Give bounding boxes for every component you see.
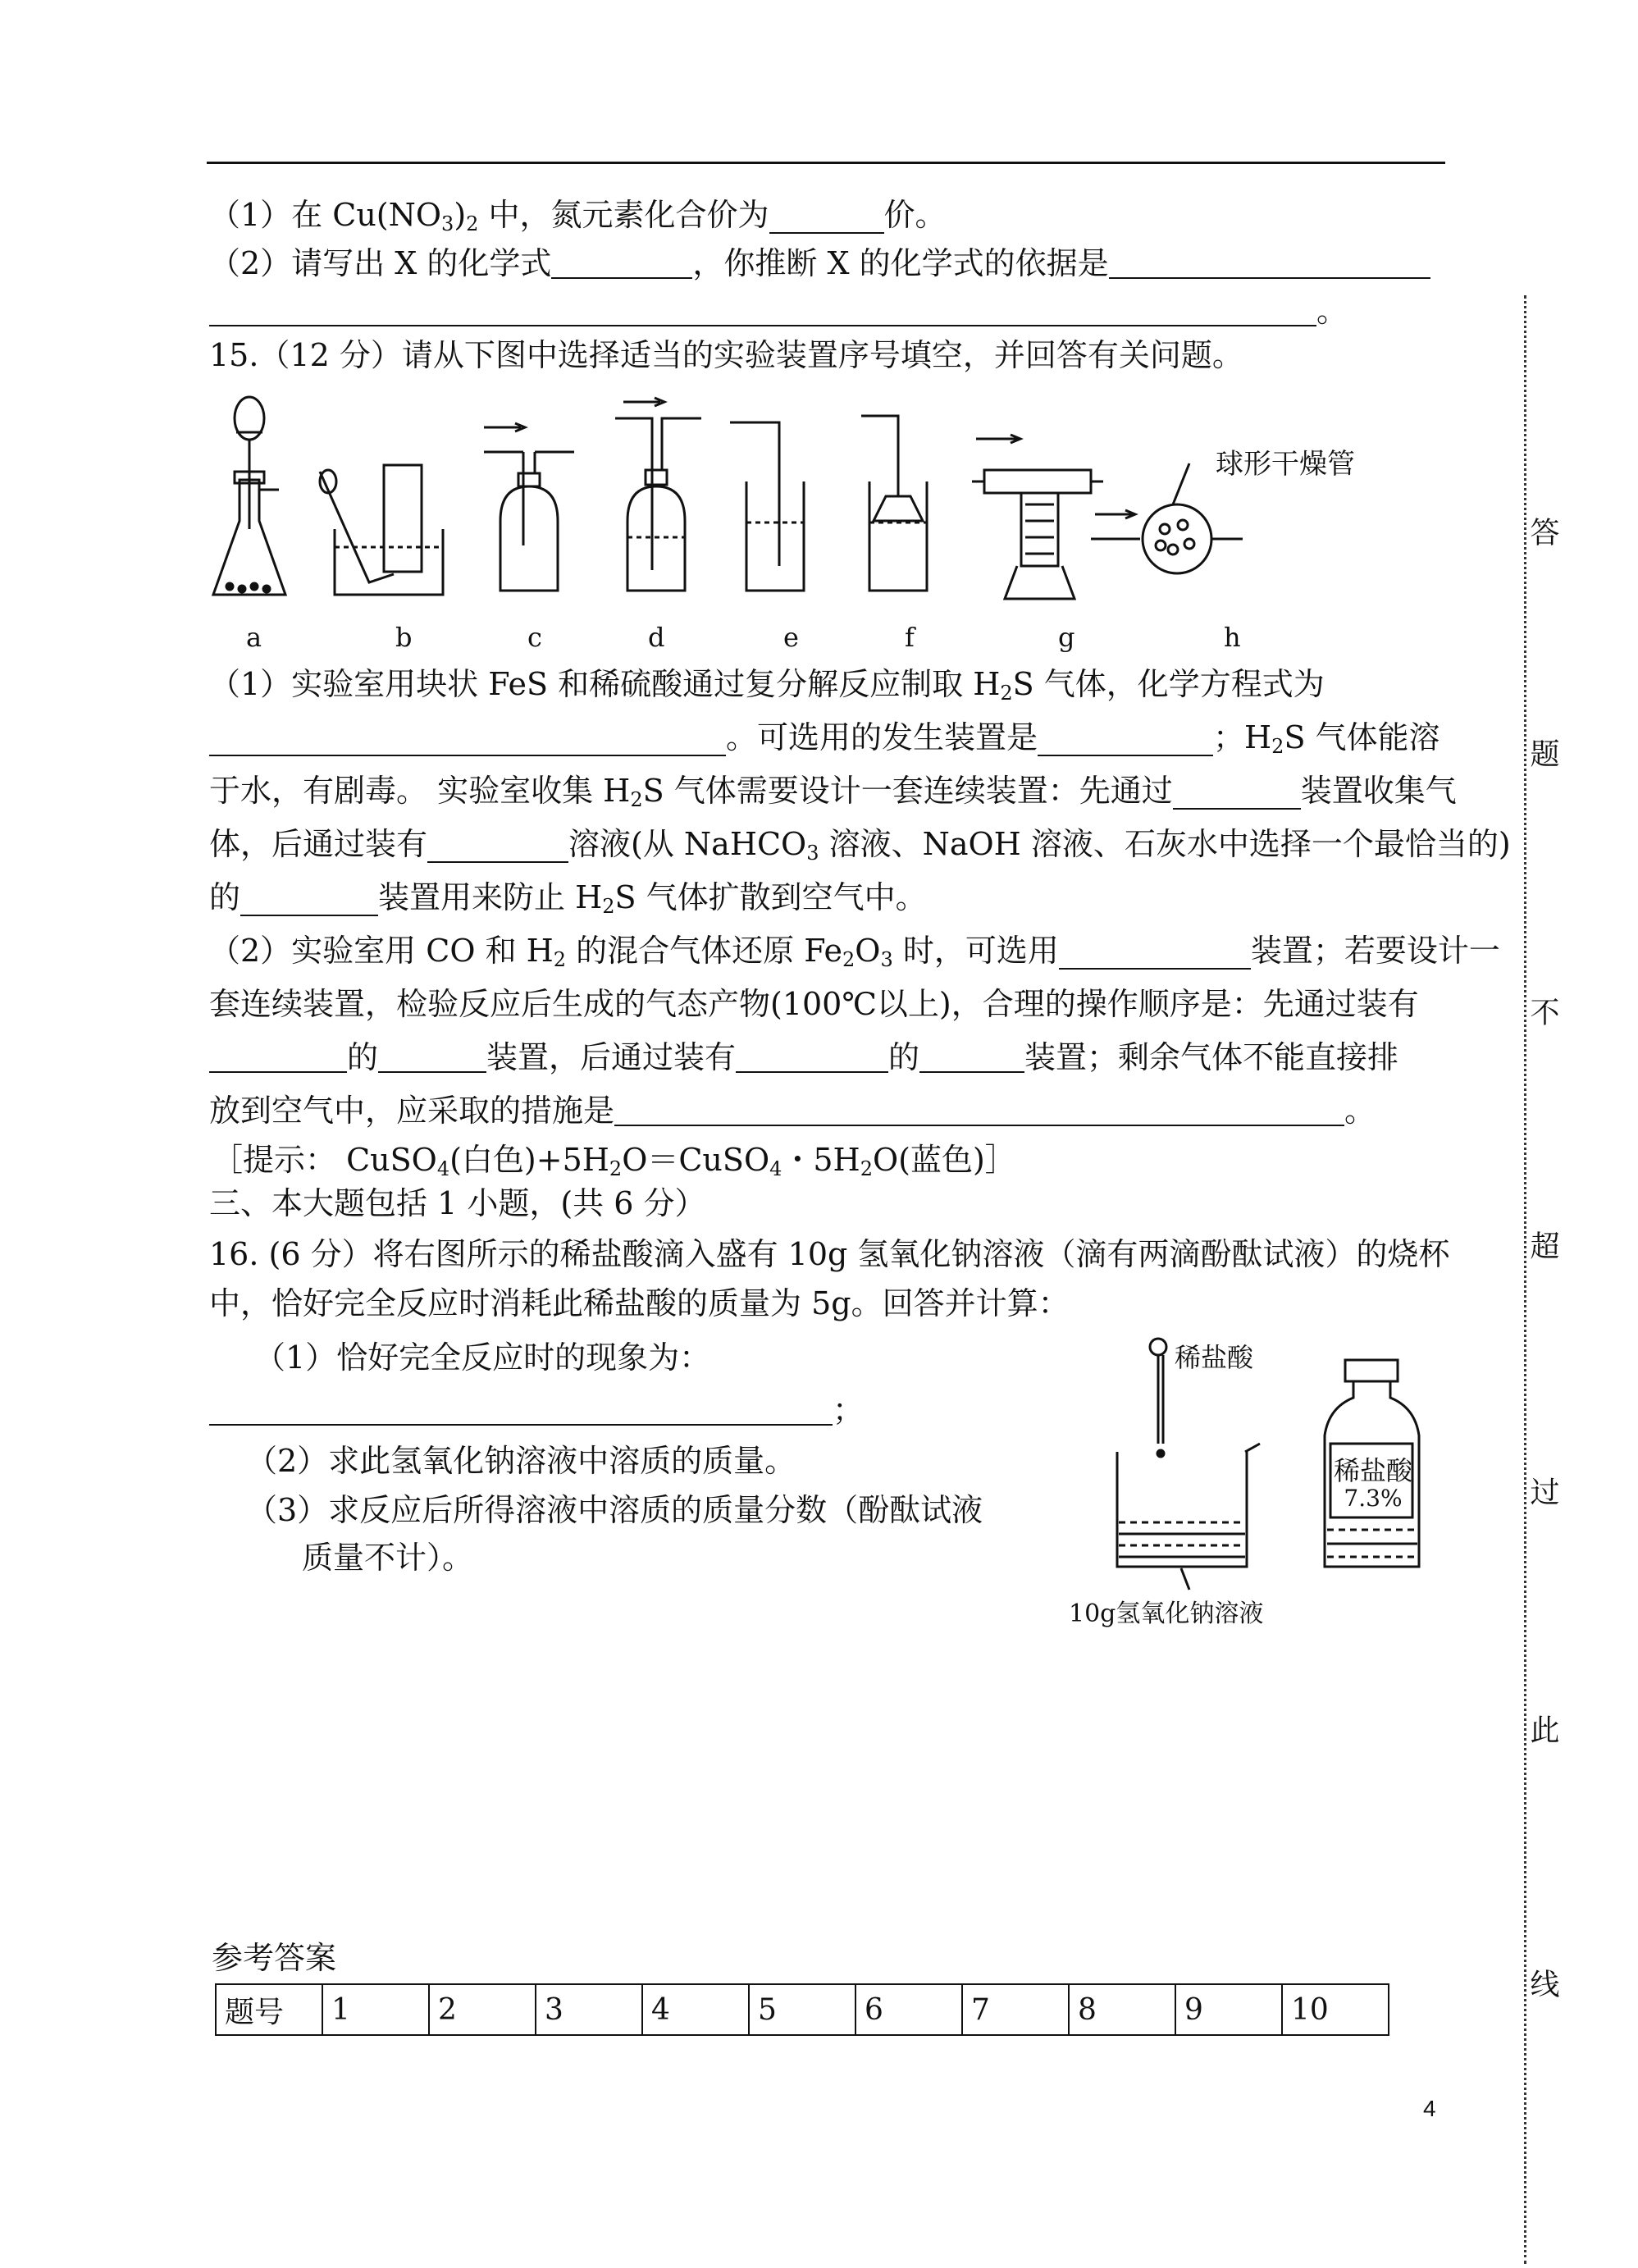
- q15-part1-line3: 于水，有剧毒。 实验室收集 $H_2S$ 气体需要设计一套连续装置：先通过 装置收集气: [209, 773, 1457, 811]
- q15-title: 15.（12 分）请从下图中选择适当的实验装置序号填空，并回答有关问题。: [209, 337, 1243, 373]
- q15-part1-line5: 的 装置用来防止 $H_2S$ 气体扩散到空气中。: [209, 879, 927, 918]
- page-number: 4: [1423, 2096, 1436, 2121]
- answer-blank[interactable]: [209, 1043, 347, 1073]
- q14-part1: （1）在 $Cu(NO_3)_2$ 中，氮元素化合价为 价。: [209, 197, 947, 235]
- dropper-label: 稀盐酸: [1175, 1342, 1254, 1373]
- table-row: [216, 1984, 1389, 2035]
- table-cell: 10: [1282, 1984, 1389, 2035]
- table-cell: 6: [856, 1984, 962, 2035]
- dropper-icon: [1150, 1339, 1166, 1457]
- q15-part1-line4: 体，后通过装有 溶液(从 NaHCO$_3$ 溶液、NaOH 溶液、石灰水中选择一个最恰当的): [209, 826, 1511, 865]
- answer-blank[interactable]: [551, 249, 692, 279]
- label-c: c: [527, 622, 542, 653]
- answer-blank[interactable]: [209, 1396, 833, 1426]
- answer-blank[interactable]: [209, 727, 726, 756]
- apparatus-b: [320, 465, 443, 595]
- answer-blank[interactable]: [1038, 727, 1213, 756]
- label-d: d: [648, 622, 665, 653]
- answer-blank[interactable]: [240, 887, 378, 916]
- q16-part1: （1）恰好完全反应时的现象为：: [254, 1339, 711, 1376]
- table-cell: 7: [962, 1984, 1069, 2035]
- apparatus-c: [484, 423, 574, 591]
- q16-line1: 16. (6 分）将右图所示的稀盐酸滴入盛有 10g 氢氧化钠溶液（滴有两滴酚酞试液）的烧杯: [209, 1236, 1450, 1272]
- bottle-label-concentration: 7.3%: [1344, 1485, 1403, 1512]
- q16-line2: 中，恰好完全反应时消耗此稀盐酸的质量为 5g。回答并计算：: [209, 1285, 1070, 1321]
- label-b: b: [395, 622, 413, 653]
- answer-blank[interactable]: [1173, 780, 1301, 810]
- label-g: g: [1058, 622, 1075, 653]
- q15-apparatus-figure: [205, 390, 1370, 652]
- side-text-char: 题: [1526, 738, 1559, 768]
- side-text-char: 此: [1526, 1714, 1559, 1744]
- q15-part2-line4: 放到空气中，应采取的措施是 。: [209, 1093, 1376, 1129]
- answer-blank[interactable]: [1109, 249, 1430, 279]
- apparatus-e: [730, 422, 804, 591]
- answers-title: 参考答案: [212, 1940, 337, 1976]
- q15-part2-line1: （2）实验室用 CO 和 $H_2$ 的混合气体还原 $Fe_2O_3$ 时，可选用 装置；若要设计一: [209, 933, 1500, 971]
- side-text-char: 答: [1526, 517, 1559, 546]
- bottle-label-name: 稀盐酸: [1333, 1455, 1412, 1486]
- table-cell: 1: [322, 1984, 429, 2035]
- beaker-icon: [1117, 1444, 1260, 1590]
- apparatus-a: [213, 397, 285, 595]
- table-cell: 3: [536, 1984, 642, 2035]
- label-f: f: [905, 622, 915, 653]
- answer-blank[interactable]: [427, 833, 568, 863]
- q14-part2: （2）请写出 X 的化学式 ，你推断 X 的化学式的依据是: [209, 248, 1430, 279]
- answer-blank[interactable]: [1059, 940, 1251, 970]
- table-cell: 4: [642, 1984, 749, 2035]
- q16-part1-answer: ；: [209, 1394, 864, 1426]
- answer-table: [215, 1983, 1389, 2036]
- header-rule: [207, 162, 1445, 164]
- answer-blank[interactable]: [209, 297, 1316, 326]
- apparatus-d: [615, 398, 701, 591]
- apparatus-f: [861, 416, 927, 591]
- q16-part3: （3）求反应后所得溶液中溶质的质量分数（酚酞试液: [246, 1492, 983, 1528]
- beaker-label: 10g氢氧化钠溶液: [1069, 1599, 1264, 1628]
- apparatus-g: [972, 435, 1103, 599]
- table-cell: 8: [1069, 1984, 1175, 2035]
- q14-part2-cont: 。: [209, 295, 1348, 326]
- answer-blank[interactable]: [919, 1043, 1024, 1073]
- section-3-heading: 三、本大题包括 1 小题，(共 6 分）: [209, 1185, 706, 1221]
- label-a: a: [246, 622, 262, 653]
- answer-blank[interactable]: [614, 1097, 1344, 1126]
- side-text-char: 线: [1526, 1969, 1559, 1998]
- q15-part2-line3: 的 装置，后通过装有 的 装置；剩余气体不能直接排: [209, 1042, 1398, 1073]
- answer-blank[interactable]: [736, 1043, 888, 1073]
- answer-blank[interactable]: [378, 1043, 486, 1073]
- side-text-char: 超: [1526, 1230, 1559, 1260]
- side-text-char: 过: [1526, 1476, 1559, 1506]
- q15-part1-line2: 。可选用的发生装置是 ；$H_2S$ 气体能溶: [209, 722, 1440, 756]
- table-cell: 2: [429, 1984, 536, 2035]
- label-h: h: [1224, 622, 1241, 653]
- q16-part3-cont: 质量不计）。: [302, 1540, 474, 1576]
- table-cell: 5: [749, 1984, 856, 2035]
- drying-tube-label: 球形干燥管: [1216, 448, 1355, 481]
- q15-hint: ［提示： CuSO$_4$(白色)$+5H_2O=CuSO_4$・$5H_2O$(蓝色)］: [212, 1142, 1016, 1180]
- q16-part2: （2）求此氢氧化钠溶液中溶质的质量。: [246, 1443, 796, 1479]
- side-text-char: 不: [1526, 997, 1559, 1026]
- table-header-cell: 题号: [216, 1984, 322, 2035]
- answer-blank[interactable]: [769, 204, 884, 234]
- label-e: e: [783, 622, 799, 653]
- q15-part1-line1: （1）实验室用块状 FeS 和稀硫酸通过复分解反应制取 $H_2S$ 气体，化学方程式为: [209, 666, 1325, 705]
- table-cell: 9: [1175, 1984, 1282, 2035]
- q15-part2-line2: 套连续装置，检验反应后生成的气态产物(100℃以上)，合理的操作顺序是：先通过装有: [209, 986, 1419, 1022]
